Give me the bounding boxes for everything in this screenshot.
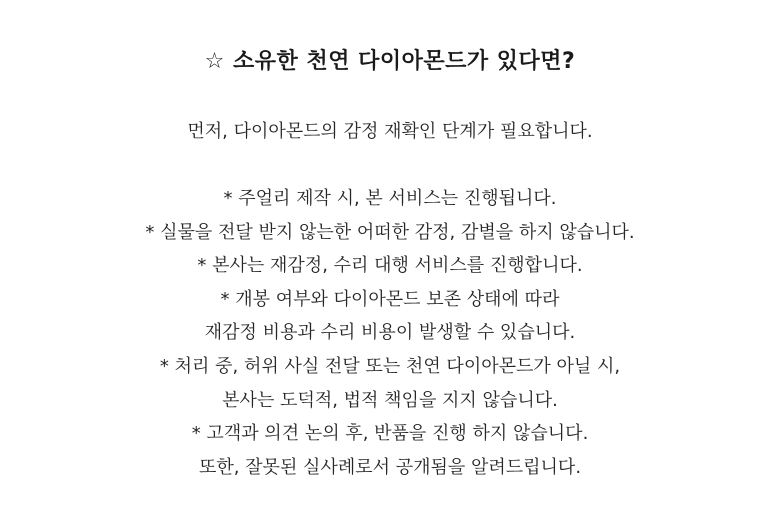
notice-line: 재감정 비용과 수리 비용이 발생할 수 있습니다.	[204, 322, 576, 344]
notice-title: ☆ 소유한 천연 다이아몬드가 있다면?	[204, 49, 576, 74]
notice-line: 또한, 잘못된 실사례로서 공개됨을 알려드립니다.	[198, 456, 582, 478]
notice-line: * 개봉 여부와 다이아몬드 보존 상태에 따라	[220, 288, 560, 310]
notice-line: * 실물을 전달 받지 않는한 어떠한 감정, 감별을 하지 않습니다.	[145, 221, 635, 243]
intro-text: 먼저, 다이아몬드의 감정 재확인 단계가 필요합니다.	[187, 121, 593, 142]
notice-line: * 주얼리 제작 시, 본 서비스는 진행됩니다.	[223, 188, 557, 209]
notice-line: * 처리 중, 허위 사실 전달 또는 천연 다이아몬드가 아닐 시,	[159, 355, 621, 377]
notice-line: 본사는 도덕적, 법적 책임을 지지 않습니다.	[222, 389, 558, 411]
notice-list	[0, 182, 780, 484]
notice-line: * 본사는 재감정, 수리 대행 서비스를 진행합니다.	[197, 255, 583, 277]
notice-line: * 고객과 의견 논의 후, 반품을 진행 하지 않습니다.	[191, 423, 589, 445]
